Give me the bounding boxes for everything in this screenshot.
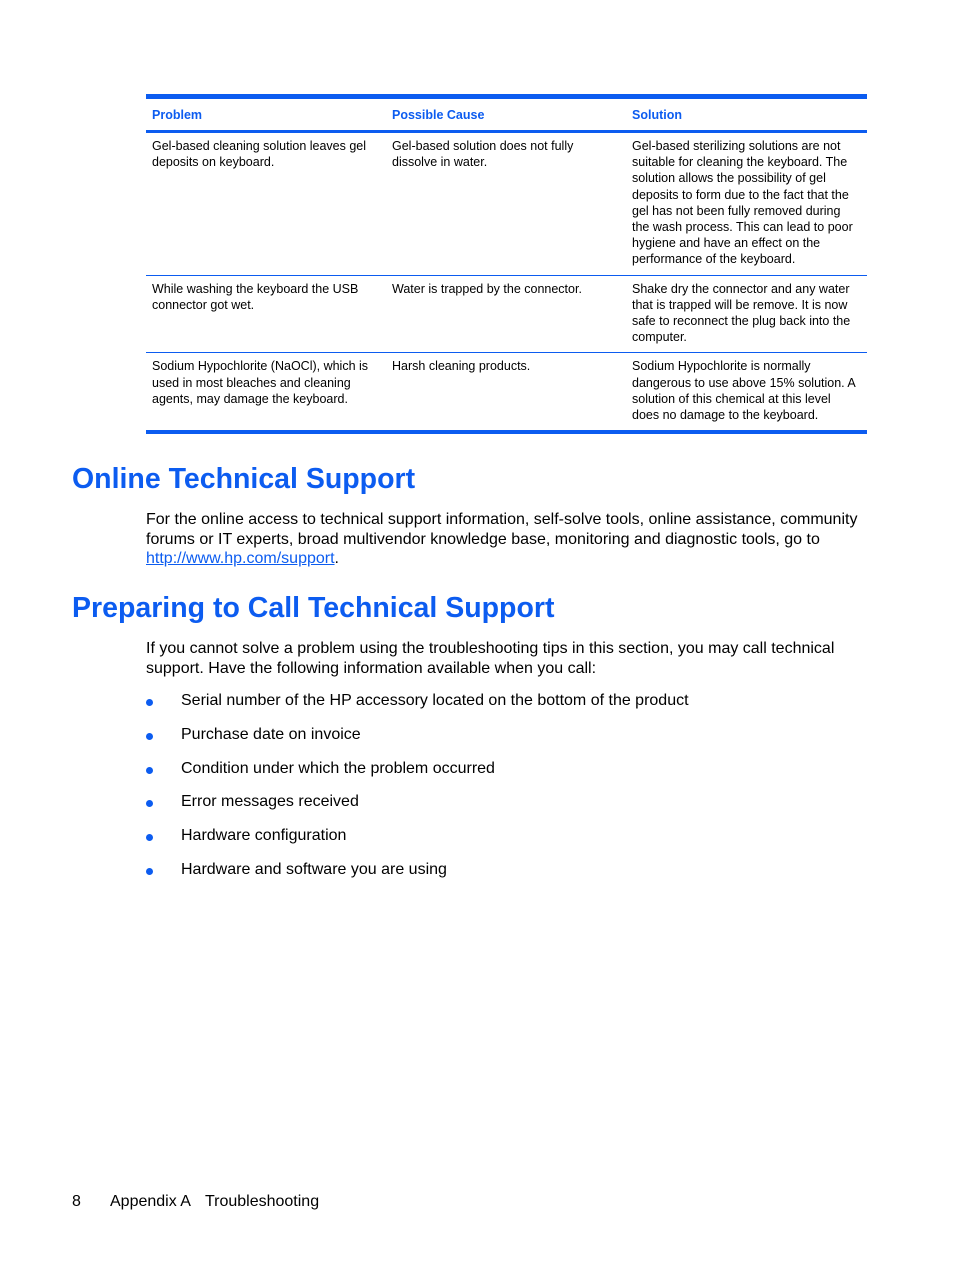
list-item-text: Serial number of the HP accessory located on the bottom of the product [181, 692, 689, 709]
bullet-icon [146, 699, 153, 706]
call-support-heading: Preparing to Call Technical Support [72, 592, 555, 624]
list-item-text: Hardware and software you are using [181, 860, 447, 878]
list-item [146, 758, 689, 792]
bullet-icon [146, 834, 153, 841]
table-row [146, 353, 867, 432]
bullet-icon [146, 767, 153, 774]
bullet-icon [146, 868, 153, 875]
troubleshooting-table [146, 94, 867, 434]
page-footer [72, 1192, 319, 1212]
cell-cause: Water is trapped by the connector. [392, 281, 582, 296]
cell-cause: Harsh cleaning products. [392, 359, 531, 374]
online-support-text: For the online access to technical support information, self-solve tools, online assistance, community forums or IT experts, broad multivendor knowledge base, monitoring and diagnostic tools, go to [146, 511, 858, 548]
cell-solution: Gel-based sterilizing solutions are not suitable for cleaning the keyboard. The solution allows the possibility of gel deposits to form due to the fact that the gel has not been fully removed during the wash process. This can lead to poor hygiene and have an effect on the performance of the keyboard. [632, 139, 853, 267]
table-row [146, 132, 867, 276]
list-item [146, 791, 689, 825]
list-item-text: Hardware configuration [181, 827, 347, 845]
list-item-text: Error messages received [181, 793, 359, 811]
list-item-text: Condition under which the problem occurred [181, 759, 495, 777]
list-item [146, 825, 689, 859]
cell-solution: Shake dry the connector and any water that is trapped will be remove. It is now safe to reconnect the plug back into the computer. [632, 281, 851, 345]
online-support-heading: Online Technical Support [72, 463, 416, 495]
header-possible-cause: Possible Cause [392, 108, 485, 122]
table-header-row [146, 97, 867, 132]
bullet-icon [146, 733, 153, 740]
footer-chapter: Troubleshooting [204, 1193, 320, 1210]
online-support-paragraph [146, 510, 871, 569]
list-item-text: Purchase date on invoice [181, 725, 361, 743]
hp-support-link[interactable]: http://www.hp.com/support [146, 550, 335, 567]
list-item [146, 690, 689, 724]
list-item [146, 859, 689, 893]
info-checklist [146, 690, 689, 893]
cell-solution: Sodium Hypochlorite is normally dangerous to use above 15% solution. A solution of this chemical at this level does no damage to the keyboard. [632, 359, 856, 423]
cell-problem: Gel-based cleaning solution leaves gel deposits on keyboard. [152, 139, 367, 170]
page-number: 8 [72, 1193, 81, 1210]
cell-problem: While washing the keyboard the USB connector got wet. [152, 281, 359, 312]
bullet-icon [146, 800, 153, 807]
table-row [146, 275, 867, 353]
online-support-text-end: . [334, 550, 339, 567]
footer-section: Appendix A [110, 1193, 191, 1210]
list-item [146, 724, 689, 758]
header-problem: Problem [152, 108, 203, 122]
header-solution: Solution [632, 108, 682, 122]
cell-problem: Sodium Hypochlorite (NaOCl), which is used in most bleaches and cleaning agents, may damage the keyboard. [152, 359, 369, 406]
cell-cause: Gel-based solution does not fully dissolve in water. [392, 139, 574, 170]
call-support-intro: If you cannot solve a problem using the troubleshooting tips in this section, you may call technical support. Have the following information available when you call: [146, 640, 835, 677]
